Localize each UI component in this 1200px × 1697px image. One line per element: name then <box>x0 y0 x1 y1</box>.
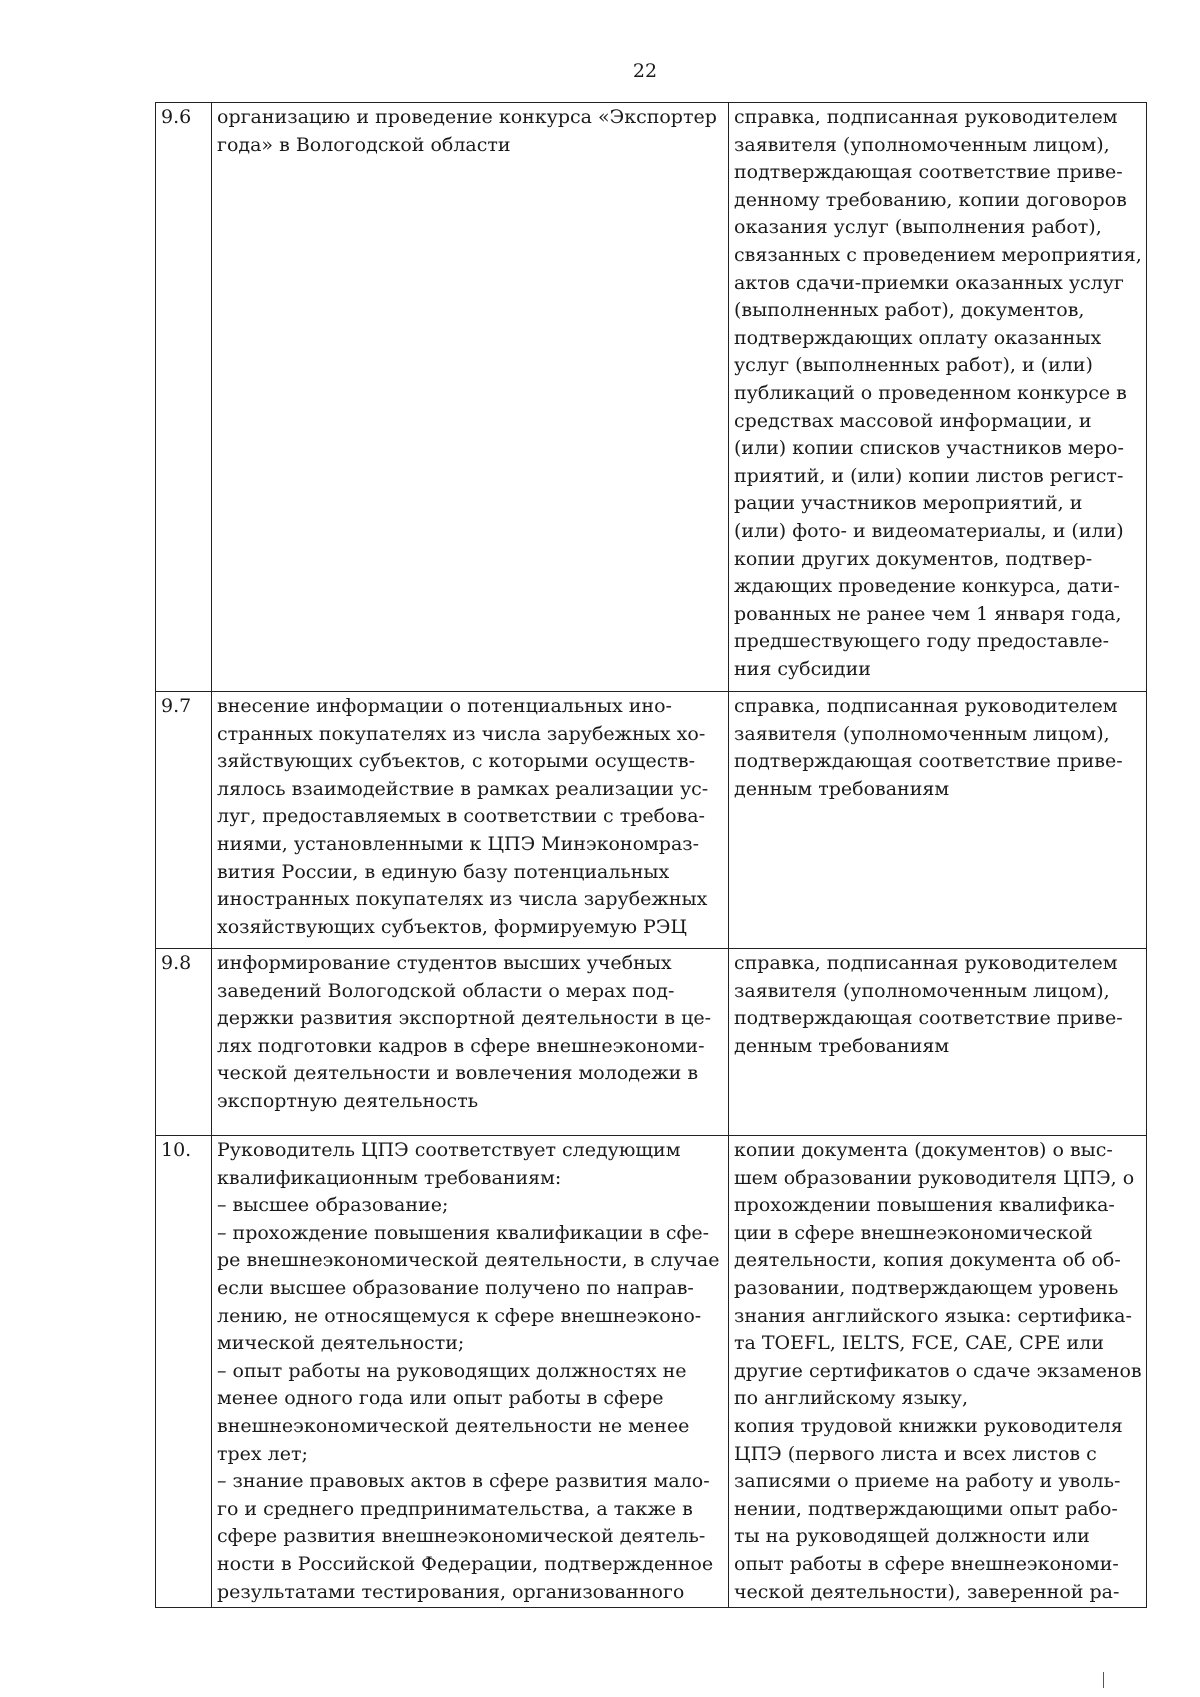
text-line: если высшее образование получено по направ- <box>217 1276 694 1299</box>
documents-cell <box>729 949 1147 1136</box>
text-line: ниями, установленными к ЦПЭ Минэкономраз- <box>217 832 700 855</box>
text-line: менее одного года или опыт работы в сфере <box>217 1387 664 1410</box>
text-line: сфере развития внешнеэкономической деятель- <box>217 1525 706 1548</box>
text-line: лению, не относящемуся к сфере внешнеэконо- <box>217 1304 702 1327</box>
text-line: ждающих проведение конкурса, дати- <box>734 575 1120 598</box>
text-line: – прохождение повышения квалификации в сфе- <box>217 1221 710 1244</box>
text-line: (или) фото- и видеоматериалы, и (или) <box>734 519 1124 542</box>
text-line: знания английского языка: сертифика- <box>734 1304 1132 1327</box>
text-line: приятий, и (или) копии листов регист- <box>734 464 1124 487</box>
requirement-cell <box>212 1136 729 1608</box>
text-line: деятельности, копия документа об об- <box>734 1249 1121 1272</box>
item-number: 10. <box>156 1136 212 1608</box>
text-line: заявителя (уполномоченным лицом), <box>734 133 1110 156</box>
text-line: ности в Российской Федерации, подтвержденное <box>217 1552 714 1575</box>
text-line: зяйствующих субъектов, с которыми осуществ- <box>217 750 696 773</box>
text-line: (выполненных работ), документов, <box>734 299 1085 322</box>
requirement-cell <box>212 103 729 692</box>
text-line: странных покупателях из числа зарубежных хо- <box>217 722 706 745</box>
text-line: справка, подписанная руководителем <box>734 952 1118 974</box>
text-line: услуг (выполненных работ), и (или) <box>734 354 1093 377</box>
text-line: копии документа (документов) о выс- <box>734 1139 1113 1161</box>
table-row <box>156 1136 1147 1608</box>
text-line: заявителя (уполномоченным лицом), <box>734 722 1110 745</box>
text-line: Руководитель ЦПЭ соответствует следующим <box>217 1139 681 1161</box>
text-line: – опыт работы на руководящих должностях не <box>217 1359 687 1382</box>
text-line: разовании, подтверждающем уровень <box>734 1276 1119 1299</box>
text-line: денным требованиям <box>734 777 950 800</box>
text-line: копии других документов, подтвер- <box>734 547 1093 570</box>
text-line: вития России, в единую базу потенциальных <box>217 860 670 883</box>
text-line: денным требованиям <box>734 1034 950 1057</box>
text-line: справка, подписанная руководителем <box>734 106 1118 128</box>
requirement-cell <box>212 692 729 949</box>
text-line: иностранных покупателях из числа зарубежных <box>217 888 708 911</box>
text-line: луг, предоставляемых в соответствии с требова- <box>217 805 705 828</box>
table-row <box>156 949 1147 1136</box>
text-line: та TOEFL, IELTS, FCE, CAE, CPE или <box>734 1332 1104 1355</box>
text-line: средствах массовой информации, и <box>734 409 1092 432</box>
text-line: другие сертификатов о сдаче экзаменов <box>734 1359 1142 1382</box>
margin-mark <box>1103 1672 1104 1688</box>
text-line: связанных с проведением мероприятия, <box>734 243 1142 266</box>
text-line: ния субсидии <box>734 657 871 680</box>
table-row <box>156 692 1147 949</box>
text-line: рованных не ранее чем 1 января года, <box>734 602 1122 625</box>
text-line: держки развития экспортной деятельности в це- <box>217 1007 711 1030</box>
documents-cell <box>729 1136 1147 1608</box>
text-line: по английскому языку, <box>734 1387 969 1410</box>
text-line: информирование студентов высших учебных <box>217 952 672 974</box>
text-line: опыт работы в сфере внешнеэкономи- <box>734 1552 1119 1575</box>
text-line: заведений Вологодской области о мерах под- <box>217 979 675 1002</box>
requirements-table <box>155 102 1147 1608</box>
text-line: ЦПЭ (первого листа и всех листов с <box>734 1442 1097 1465</box>
text-line: хозяйствующих субъектов, формируемую РЭЦ <box>217 915 687 938</box>
page-number: 22 <box>632 60 658 82</box>
documents-cell <box>729 103 1147 692</box>
text-line: заявителя (уполномоченным лицом), <box>734 979 1110 1002</box>
text-line: (или) копии списков участников меро- <box>734 437 1124 460</box>
text-line: подтверждающая соответствие приве- <box>734 161 1123 184</box>
text-line: прохождении повышения квалифика- <box>734 1194 1115 1217</box>
text-line: ции в сфере внешнеэкономической <box>734 1221 1093 1244</box>
text-line: ческой деятельности и вовлечения молодежи в <box>217 1062 699 1085</box>
text-line: лялось взаимодействие в рамках реализации ус- <box>217 777 709 800</box>
text-line: предшествующего году предоставле- <box>734 630 1110 653</box>
documents-cell <box>729 692 1147 949</box>
text-line: публикаций о проведенном конкурсе в <box>734 381 1127 404</box>
text-line: года» в Вологодской области <box>217 133 511 156</box>
text-line: результатами тестирования, организованного <box>217 1580 685 1603</box>
text-line: денному требованию, копии договоров <box>734 188 1127 211</box>
text-line: – высшее образование; <box>217 1194 449 1217</box>
text-line: лях подготовки кадров в сфере внешнеэкономи- <box>217 1034 705 1057</box>
requirement-cell <box>212 949 729 1136</box>
text-line: внесение информации о потенциальных ино- <box>217 695 672 717</box>
table-row <box>156 103 1147 692</box>
text-line: нении, подтверждающими опыт рабо- <box>734 1497 1118 1520</box>
text-line: записями о приеме на работу и уволь- <box>734 1470 1121 1493</box>
text-line: мической деятельности; <box>217 1332 465 1355</box>
text-line: ческой деятельности), заверенной ра- <box>734 1580 1120 1603</box>
text-line: организацию и проведение конкурса «Экспортер <box>217 106 717 128</box>
text-line: ре внешнеэкономической деятельности, в случае <box>217 1249 720 1272</box>
text-line: рации участников мероприятий, и <box>734 492 1083 515</box>
text-line: го и среднего предпринимательства, а также в <box>217 1497 693 1520</box>
text-line: подтверждающая соответствие приве- <box>734 1007 1123 1030</box>
text-line: трех лет; <box>217 1442 308 1465</box>
text-line: – знание правовых актов в сфере развития мало- <box>217 1470 710 1493</box>
item-number: 9.8 <box>156 949 212 1136</box>
text-line: подтверждающая соответствие приве- <box>734 750 1123 773</box>
item-number: 9.6 <box>156 103 212 692</box>
text-line: шем образовании руководителя ЦПЭ, о <box>734 1166 1135 1189</box>
text-line: актов сдачи-приемки оказанных услуг <box>734 271 1124 294</box>
text-line: подтверждающих оплату оказанных <box>734 326 1102 349</box>
text-line: копия трудовой книжки руководителя <box>734 1414 1123 1437</box>
item-number: 9.7 <box>156 692 212 949</box>
text-line: квалификационным требованиям: <box>217 1166 562 1189</box>
text-line: внешнеэкономической деятельности не менее <box>217 1414 690 1437</box>
text-line: справка, подписанная руководителем <box>734 695 1118 717</box>
text-line: оказания услуг (выполнения работ), <box>734 216 1102 239</box>
text-line: экспортную деятельность <box>217 1089 479 1112</box>
text-line: ты на руководящей должности или <box>734 1525 1090 1548</box>
